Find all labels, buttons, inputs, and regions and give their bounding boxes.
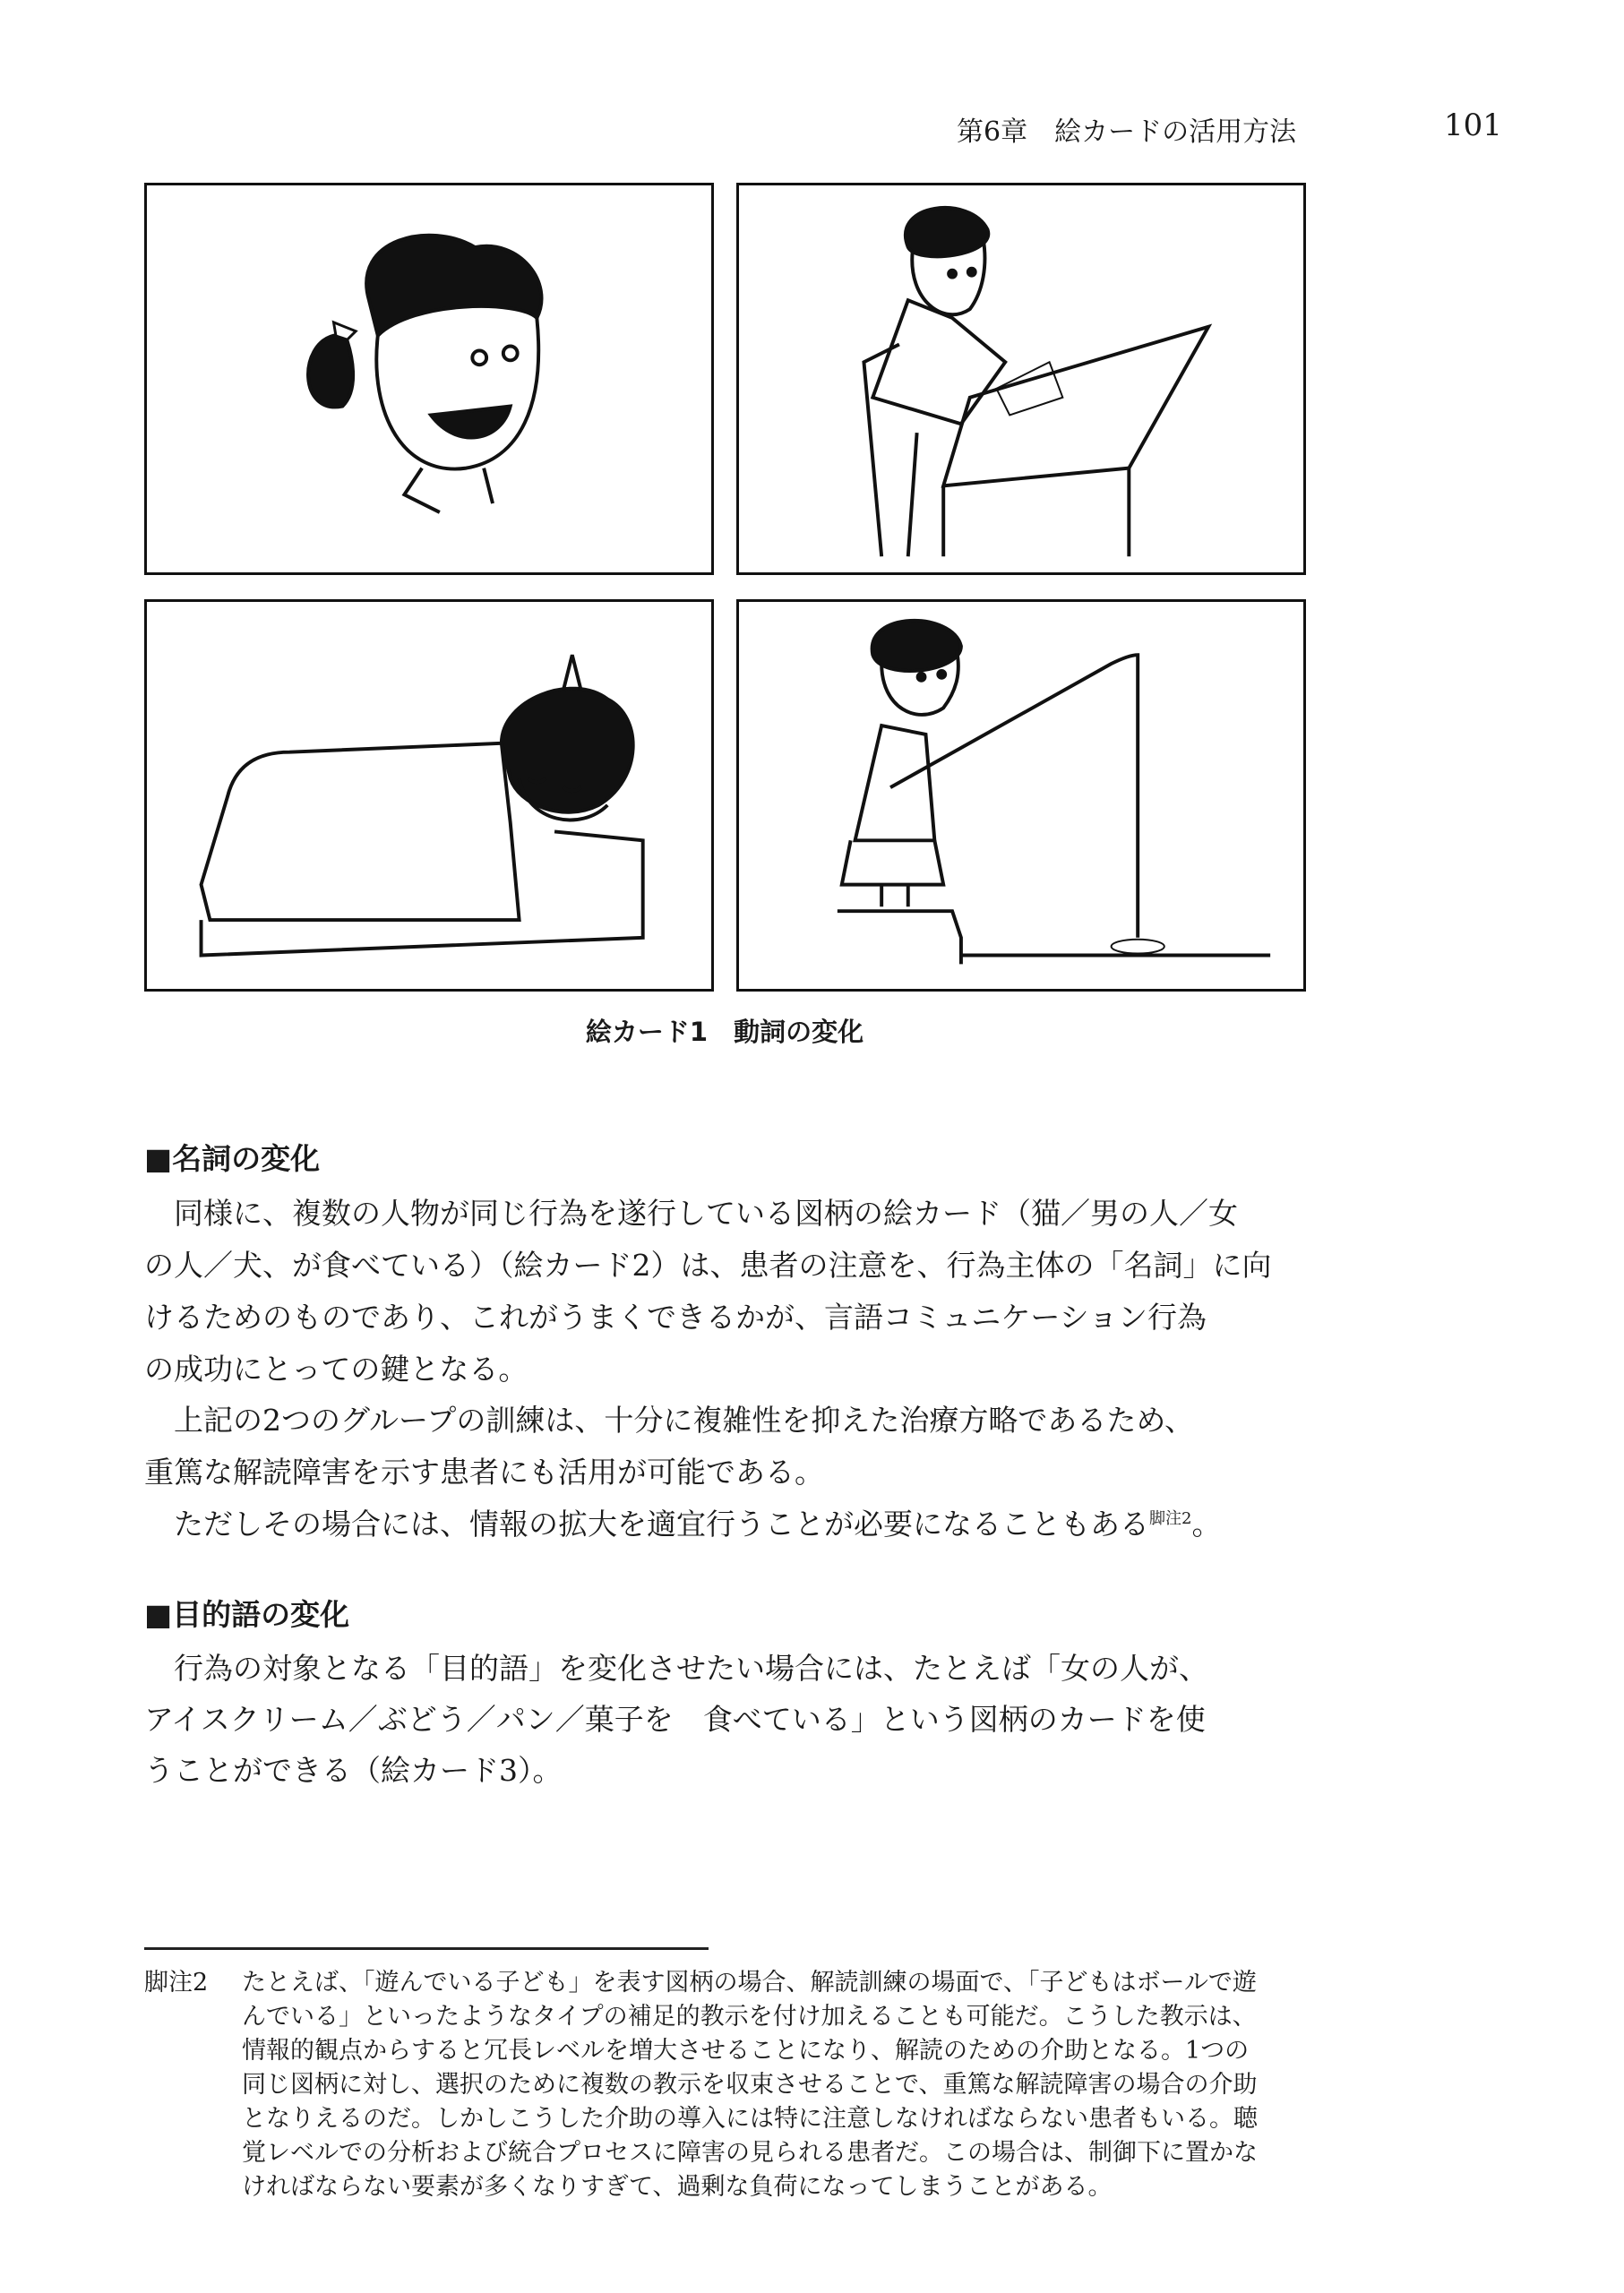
footnote-label: 脚注2 [144, 1969, 209, 1997]
footnote-line: ければならない要素が多くなりすぎて、過剰な負荷になってしまうことがある。 [242, 2173, 1113, 2201]
body-line: 同様に、複数の人物が同じ行為を遂行している図柄の絵カード（猫／男の人／女 [174, 1196, 1238, 1231]
body-line: 重篤な解読障害を示す患者にも活用が可能である。 [144, 1455, 824, 1490]
body-line: アイスクリーム／ぶどう／パン／菓子を 食べている」という図柄のカードを使 [144, 1702, 1206, 1737]
footnote-line: 情報的観点からすると冗長レベルを増大させることになり、解読のための介助となる。1つの [242, 2037, 1250, 2065]
body-line: の人／犬、が食べている）（絵カード2）は、患者の注意を、行為主体の「名詞」に向 [144, 1248, 1272, 1283]
section-heading-object-change: ■目的語の変化 [144, 1597, 350, 1632]
body-line: 行為の対象となる「目的語」を変化させたい場合には、たとえば「女の人が、 [174, 1651, 1208, 1686]
footnote-line: となりえるのだ。しかしこうした介助の導入には特に注意しなければならない患者もいる。聴 [242, 2105, 1258, 2133]
footnote-reference[interactable]: 脚注2 [1149, 1509, 1192, 1528]
body-line-with-footnote [144, 1505, 1221, 1544]
girl-fishing-illustration [739, 602, 1303, 989]
body-text: ただしその場合には、情報の拡大を適宜行うことが必要になることもある [174, 1507, 1149, 1542]
body-line: けるためのものであり、これがうまくできるかが、言語コミュニケーション行為 [144, 1300, 1207, 1335]
footnote-line: たとえば、「遊んでいる子ども」を表す図柄の場合、解読訓練の場面で、「子どもはボールで遊 [242, 1969, 1257, 1997]
figure-caption: 絵カード1 動詞の変化 [585, 1017, 864, 1047]
section-heading-noun-change: ■名詞の変化 [144, 1141, 321, 1176]
picture-card-girl-fishing [736, 599, 1306, 992]
body-line: の成功にとっての鍵となる。 [144, 1352, 528, 1387]
picture-card-girl-writing [736, 183, 1306, 575]
punctuation: 。 [1191, 1507, 1222, 1542]
body-line: 上記の2つのグループの訓練は、十分に複雑性を抑えた治療方略であるため、 [174, 1403, 1195, 1438]
running-head: 第6章 絵カードの活用方法 [957, 116, 1297, 148]
footnote-line: 覚レベルでの分析および統合プロセスに障害の見られる患者だ。この場合は、制御下に置かな [242, 2139, 1258, 2167]
picture-card-girl-sleeping [144, 599, 714, 992]
picture-card-girl-face [144, 183, 714, 575]
body-line: うことができる（絵カード3）。 [144, 1753, 563, 1788]
girl-face-illustration [147, 185, 711, 572]
footnote-line: んでいる」といったようなタイプの補足的教示を付け加えることも可能だ。こうした教示は、 [242, 2003, 1257, 2031]
girl-writing-illustration [739, 185, 1303, 572]
girl-sleeping-illustration [147, 602, 711, 989]
footnote-divider [144, 1947, 709, 1950]
page-number: 101 [1444, 107, 1502, 143]
footnote-line: 同じ図柄に対し、選択のために複数の教示を収束させることで、重篤な解読障害の場合の介助 [242, 2071, 1258, 2099]
